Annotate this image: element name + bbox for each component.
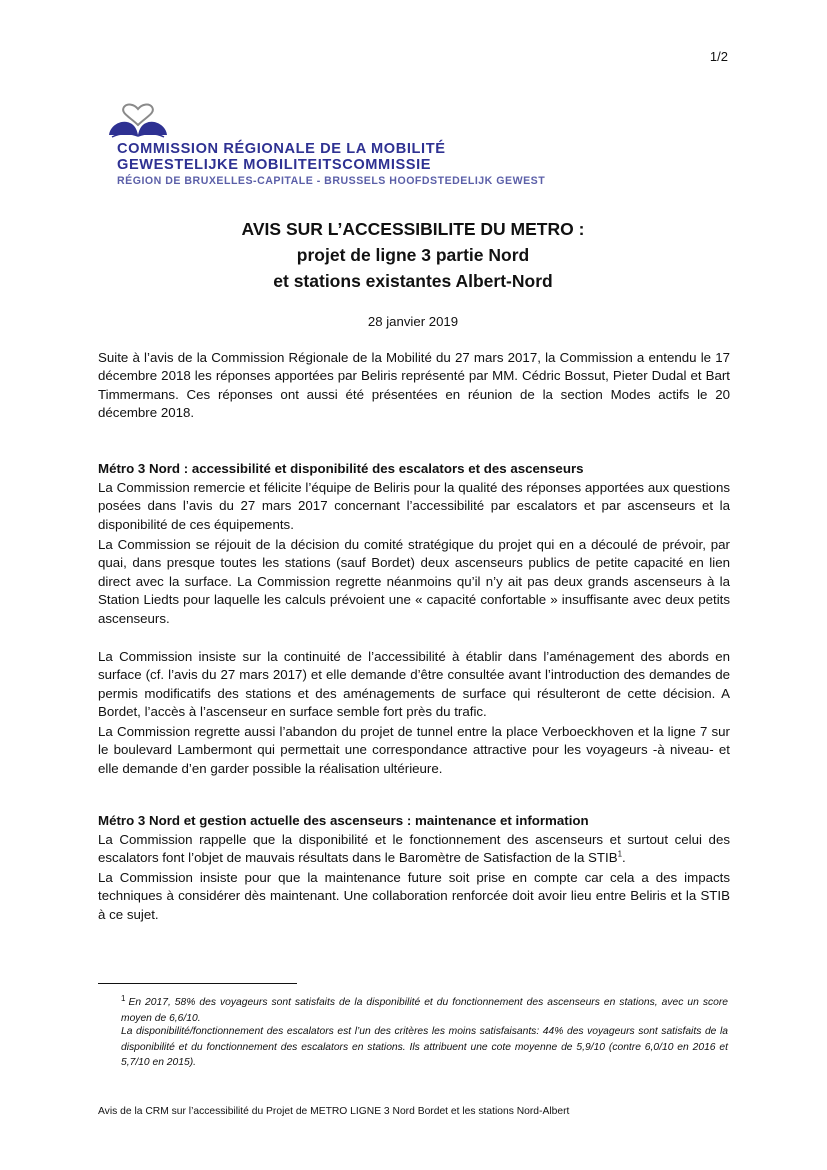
page-footer: Avis de la CRM sur l’accessibilité du Projet de METRO LIGNE 3 Nord Bordet et les stations Nord-Albert: [98, 1106, 570, 1117]
section-1-paragraph: La Commission se réjouit de la décision du comité stratégique du projet qui en a découlé de prévoir, par quai, dans presque toutes les stations (sauf Bordet) deux ascenseurs publics de petite capacité en lien direct avec la surface. La Commission regrette néanmoins qu’il n’y ait pas deux grands ascenseurs à la Station Liedts pour laquelle les calculs prévoient une « capacité confortable » insuffisante avec deux petits ascenseurs.: [98, 537, 730, 626]
organization-logo-icon: [108, 103, 168, 139]
org-region: RÉGION DE BRUXELLES-CAPITALE - BRUSSELS HOOFDSTEDELIJK GEWEST: [117, 175, 546, 187]
footnote-reference[interactable]: 1: [617, 849, 623, 859]
footnote-text-1: $^1$ En 2017, 58% des voyageurs sont satisfaits de la disponibilité et du fonctionnement des ascenseurs en stations, avec un score moyen de 6,6/10.: [121, 994, 728, 1024]
document-title: [98, 216, 728, 294]
footnote-divider: [98, 983, 297, 984]
title-line-2: projet de ligne 3 partie Nord: [296, 245, 530, 265]
intro-paragraph: Suite à l’avis de la Commission Régionale de la Mobilité du 27 mars 2017, la Commission a entendu le 17 décembre 2018 les réponses apportées par Beliris représenté par MM. Cédric Bossut, Pieter Dudal et Bart Timmermans. Ces réponses ont aussi été présentées en réunion de la section Modes actifs le 20 décembre 2018.: [98, 350, 730, 421]
title-line-1: AVIS SUR L’ACCESSIBILITE DU METRO :: [241, 219, 585, 239]
section-1-paragraph: La Commission insiste sur la continuité de l’accessibilité à établir dans l’aménagement des abords en surface (cf. l’avis du 27 mars 2017) et elle demande d’être consultée avant l’introduction des demandes de permis modificatifs des stations et des aménagements de surface qui résulteront de cette décision. A Bordet, l’accès à l’ascenseur en surface semble fort près du trafic.: [98, 649, 730, 720]
section-1-paragraph: La Commission regrette aussi l’abandon du projet de tunnel entre la place Verboeckhoven et la ligne 7 sur le boulevard Lambermont qui permettait une correspondance attractive pour les voyageurs -à niveau- et elle demande d’en garder possible la réalisation ultérieure.: [98, 724, 730, 776]
section-2-heading: Métro 3 Nord et gestion actuelle des ascenseurs : maintenance et information: [98, 813, 589, 828]
footnote-text-2: La disponibilité/fonctionnement des escalators est l’un des critères les moins satisfaisants: 44% des voyageurs sont satisfaits de la disponibilité et du fonctionnement des escalators en stations. Ils attribuent une cote moyenne de 5,9/10 (contre 6,0/10 en 2016 et 5,7/10 en 2015).: [121, 1026, 728, 1069]
page-number: 1/2: [709, 49, 728, 64]
org-name-fr: COMMISSION RÉGIONALE DE LA MOBILITÉ: [117, 141, 446, 157]
footnote-mark: 1: [121, 994, 126, 1003]
section-2-paragraph: La Commission insiste pour que la maintenance future soit prise en compte car cela a des impacts techniques à considérer dès maintenant. Une collaboration renforcée doit avoir lieu entre Beliris et la STIB à ce sujet.: [98, 870, 730, 922]
title-line-3: et stations existantes Albert-Nord: [273, 271, 553, 291]
org-name-nl: GEWESTELIJKE MOBILITEITSCOMMISSIE: [117, 157, 432, 173]
organization-name: [117, 141, 545, 189]
section-1-heading: Métro 3 Nord : accessibilité et disponibilité des escalators et des ascenseurs: [98, 461, 584, 476]
document-date: 28 janvier 2019: [367, 314, 459, 329]
section-2-paragraph: La Commission rappelle que la disponibilité et le fonctionnement des ascenseurs et surtout celui des escalators font l’objet de mauvais résultats dans le Baromètre de Satisfaction de la STIB$^1$.: [98, 832, 730, 866]
section-1-paragraph: La Commission remercie et félicite l’équipe de Beliris pour la qualité des réponses apportées aux questions posées dans l’avis du 27 mars 2017 concernant l’accessibilité par escalators et par ascenseurs et la disponibilité de ces équipements.: [98, 480, 730, 532]
